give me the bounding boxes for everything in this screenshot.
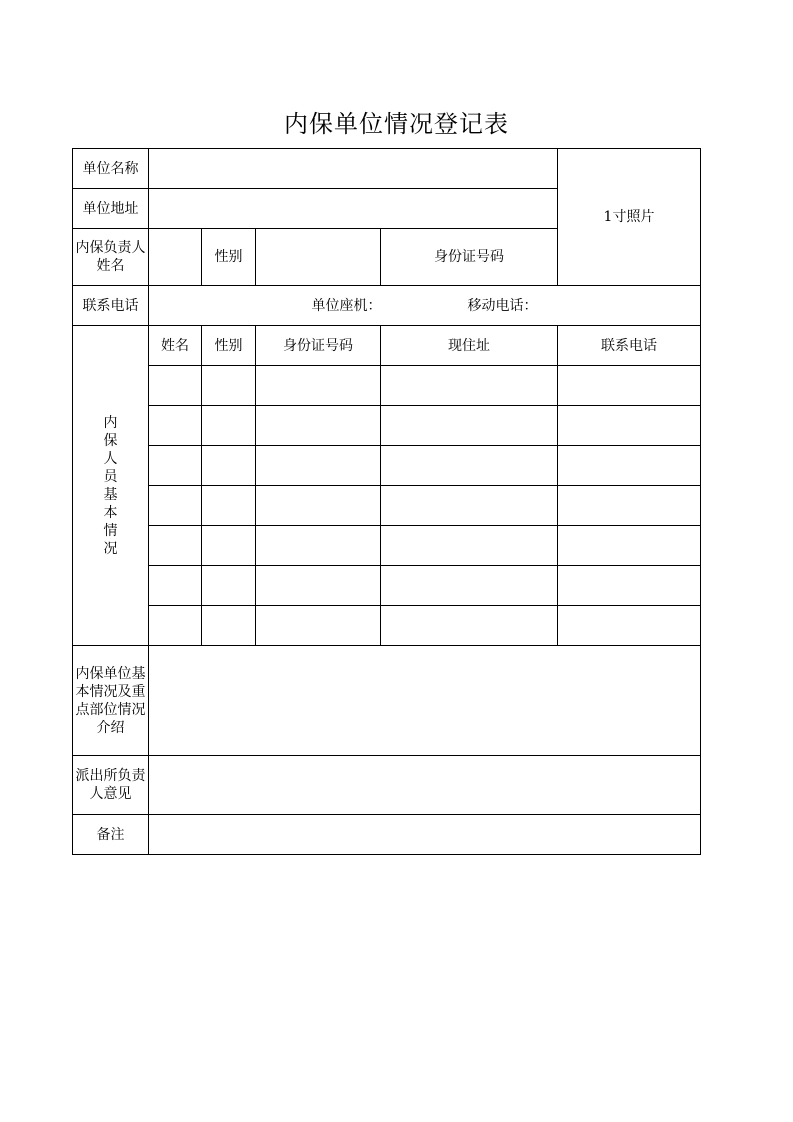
contact-phone-field[interactable] [149,286,701,326]
registration-form [72,148,701,855]
personnel-gender-cell[interactable] [202,366,256,406]
photo-box: 1寸照片 [558,149,701,286]
personnel-id-cell[interactable] [256,566,381,606]
personnel-gender-cell[interactable] [202,606,256,646]
personnel-id-cell[interactable] [256,446,381,486]
form-title: 内保单位情况登记表 [284,110,509,138]
personnel-phone-cell[interactable] [558,606,701,646]
personnel-address-cell[interactable] [381,446,558,486]
personnel-address-cell[interactable] [381,366,558,406]
unit-address-label: 单位地址 [73,189,149,229]
manager-name-field[interactable] [149,229,202,286]
personnel-id-cell[interactable] [256,366,381,406]
personnel-id-cell[interactable] [256,486,381,526]
personnel-id-cell[interactable] [256,406,381,446]
landline-label: 单位座机： [311,297,382,314]
personnel-address-cell[interactable] [381,566,558,606]
personnel-address-cell[interactable] [381,606,558,646]
personnel-gender-cell[interactable] [202,486,256,526]
unit-intro-label: 内保单位基本情况及重点部位情况介绍 [73,646,149,756]
personnel-name-cell[interactable] [149,566,202,606]
personnel-address-cell[interactable] [381,526,558,566]
personnel-phone-cell[interactable] [558,526,701,566]
personnel-header-name: 姓名 [149,326,202,366]
unit-intro-field[interactable] [149,646,701,756]
remarks-label: 备注 [73,815,149,855]
table-row [73,566,701,606]
personnel-name-cell[interactable] [149,406,202,446]
personnel-name-cell[interactable] [149,366,202,406]
personnel-header-id: 身份证号码 [256,326,381,366]
manager-gender-label: 性别 [202,229,256,286]
police-opinion-field[interactable] [149,756,701,815]
manager-gender-field[interactable] [256,229,381,286]
personnel-header-phone: 联系电话 [558,326,701,366]
unit-name-label: 单位名称 [73,149,149,189]
table-row [73,406,701,446]
police-opinion-label: 派出所负责人意见 [73,756,149,815]
personnel-phone-cell[interactable] [558,486,701,526]
personnel-name-cell[interactable] [149,486,202,526]
personnel-address-cell[interactable] [381,486,558,526]
personnel-phone-cell[interactable] [558,446,701,486]
table-row [73,526,701,566]
personnel-phone-cell[interactable] [558,406,701,446]
personnel-header-gender: 性别 [202,326,256,366]
personnel-name-cell[interactable] [149,526,202,566]
personnel-address-cell[interactable] [381,406,558,446]
remarks-field[interactable] [149,815,701,855]
unit-name-field[interactable] [149,149,558,189]
manager-id-label: 身份证号码 [381,229,558,286]
personnel-gender-cell[interactable] [202,406,256,446]
personnel-gender-cell[interactable] [202,446,256,486]
unit-address-field[interactable] [149,189,558,229]
personnel-phone-cell[interactable] [558,566,701,606]
personnel-name-cell[interactable] [149,446,202,486]
table-row [73,366,701,406]
personnel-section-label: 内保人员基本情况 [73,326,149,646]
personnel-gender-cell[interactable] [202,526,256,566]
personnel-name-cell[interactable] [149,606,202,646]
personnel-gender-cell[interactable] [202,566,256,606]
mobile-label: 移动电话： [467,297,538,314]
table-row [73,486,701,526]
manager-name-label: 内保负责人姓名 [73,229,149,286]
personnel-header-address: 现住址 [381,326,558,366]
personnel-id-cell[interactable] [256,526,381,566]
table-row [73,446,701,486]
personnel-id-cell[interactable] [256,606,381,646]
table-row [73,606,701,646]
personnel-phone-cell[interactable] [558,366,701,406]
contact-phone-label: 联系电话 [73,286,149,326]
